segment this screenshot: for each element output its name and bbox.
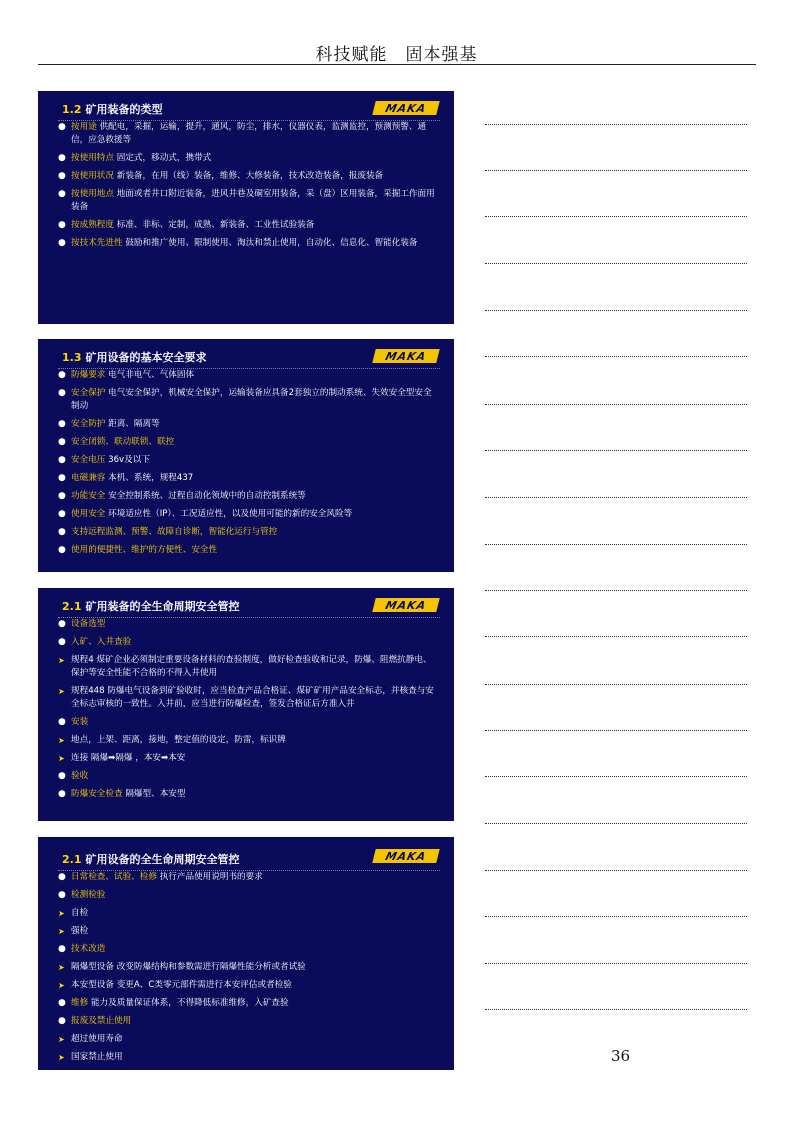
slide-item-list — [58, 618, 440, 801]
item-text: 电气安全保护，机械安全保护，运输装备应具备2套独立的制动系统、失效安全型安全制动 — [71, 388, 432, 411]
item-text: 执行产品使用说明书的要求 — [159, 872, 263, 882]
bullet-item — [58, 121, 440, 147]
bullet-item — [58, 997, 440, 1010]
item-key: 安全闭锁、联动联锁、联控 — [71, 437, 175, 447]
item-text: 规程4 煤矿企业必须制定重要设备材料的查验制度，做好检查验收和记录，防爆、阻燃抗静电、保护等安全性能不合格的不得入井使用 — [71, 655, 432, 678]
bullet-item — [58, 526, 440, 539]
item-key: 按用途 — [71, 122, 97, 132]
item-text: 地点，上架、距离，接地，整定值的设定，防雷，标识牌 — [71, 735, 286, 745]
item-text: 强检 — [71, 926, 89, 936]
item-text: 环境适应性（IP）、工况适应性，以及使用可能的新的安全风险等 — [108, 509, 353, 519]
bullet-item — [58, 454, 440, 467]
sub-item — [58, 979, 440, 992]
item-key: 防爆要求 — [71, 370, 106, 380]
item-text: 固定式，移动式，携带式 — [116, 153, 212, 163]
item-key: 功能安全 — [71, 491, 106, 501]
slide-title: 2.1 矿用设备的全生命周期安全管控 — [62, 853, 240, 866]
sub-item — [58, 685, 440, 711]
sub-item — [58, 961, 440, 974]
slide-equipment-types — [38, 91, 454, 324]
bullet-item — [58, 219, 440, 232]
bullet-item — [58, 188, 440, 214]
item-text: 地面或者井口附近装备，进风井巷及硐室用装备，采（盘）区用装备，采掘工作面用装备 — [71, 189, 435, 212]
item-key: 报废及禁止使用 — [71, 1016, 132, 1026]
bullet-item — [58, 490, 440, 503]
item-key: 按使用地点 — [71, 189, 114, 199]
item-text: 安全控制系统、过程自动化领域中的自动控制系统等 — [108, 491, 306, 501]
item-key: 日常检查、试验、检修 — [71, 872, 157, 882]
item-text: 距离、隔离等 — [108, 419, 160, 429]
sub-item — [58, 925, 440, 938]
slide-safety-requirements — [38, 339, 454, 572]
item-text: 标准、非标、定制，成熟、新装备、工业性试验装备 — [116, 220, 315, 230]
bullet-item — [58, 387, 440, 413]
item-text: 连接 隔爆➡隔爆 ，本安➡本安 — [71, 753, 186, 763]
bullet-item — [58, 170, 440, 183]
bullet-item — [58, 418, 440, 431]
item-text: 规程448 防爆电气设备到矿验收时，应当检查产品合格证、煤矿矿用产品安全标志，并核查与安全标志审核的一致性。入井前，应当进行防爆检查，签发合格证后方准入井 — [71, 686, 434, 709]
item-key: 验收 — [71, 771, 89, 781]
bullet-item — [58, 788, 440, 801]
item-key: 安全防护 — [71, 419, 106, 429]
item-text: 36v及以下 — [108, 455, 150, 465]
bullet-item — [58, 716, 440, 729]
item-text: 新装备，在用（线）装备，维修、大修装备，技术改造装备，报废装备 — [116, 171, 384, 181]
sub-item — [58, 1033, 440, 1046]
sub-item — [58, 752, 440, 765]
item-text: 自检 — [71, 908, 89, 918]
slide-title: 1.3 矿用设备的基本安全要求 — [62, 351, 207, 364]
sub-item — [58, 1051, 440, 1064]
item-text: 能力及质量保证体系，不得降低标准维修，入矿查验 — [90, 998, 289, 1008]
bullet-item — [58, 544, 440, 557]
item-key: 按使用特点 — [71, 153, 114, 163]
page-number: 36 — [611, 1047, 631, 1065]
item-key: 支持远程监测、预警、故障自诊断，智能化运行与管控 — [71, 527, 278, 537]
slide-item-list — [58, 871, 440, 1064]
sub-item — [58, 654, 440, 680]
item-text: 电气非电气、气体固体 — [108, 370, 195, 380]
item-key: 使用安全 — [71, 509, 106, 519]
bullet-item — [58, 237, 440, 250]
bullet-item — [58, 472, 440, 485]
slide-item-list — [58, 369, 440, 557]
bullet-item — [58, 770, 440, 783]
item-key: 按使用状况 — [71, 171, 114, 181]
page-header-title: 科技赋能 固本强基 — [315, 45, 478, 65]
maka-logo: MAKA — [372, 101, 439, 115]
bullet-item — [58, 943, 440, 956]
bullet-item — [58, 508, 440, 521]
item-key: 设备选型 — [71, 619, 106, 629]
item-text: 隔爆型设备 改变防爆结构和参数需进行隔爆性能分析或者试验 — [71, 962, 306, 972]
item-key: 入矿、入井查验 — [71, 637, 132, 647]
bullet-item — [58, 889, 440, 902]
bullet-item — [58, 636, 440, 649]
bullet-item — [58, 1015, 440, 1028]
item-key: 检测检验 — [71, 890, 106, 900]
item-key: 安全电压 — [71, 455, 106, 465]
maka-logo: MAKA — [372, 849, 439, 863]
maka-logo: MAKA — [372, 349, 439, 363]
header-divider — [38, 64, 756, 65]
slide-lifecycle-control-1 — [38, 588, 454, 821]
item-text: 本安型设备 变更A、C类零元部件需进行本安评估或者检验 — [71, 980, 292, 990]
item-key: 安全保护 — [71, 388, 106, 398]
sub-item — [58, 907, 440, 920]
item-key: 维修 — [71, 998, 89, 1008]
item-key: 防爆安全检查 — [71, 789, 123, 799]
slide-title: 1.2 矿用装备的类型 — [62, 103, 163, 116]
bullet-item — [58, 436, 440, 449]
maka-logo: MAKA — [372, 598, 439, 612]
bullet-item — [58, 152, 440, 165]
item-text: 国家禁止使用 — [71, 1052, 123, 1062]
item-key: 技术改造 — [71, 944, 106, 954]
bullet-item — [58, 369, 440, 382]
slide-item-list — [58, 121, 440, 250]
slide-title: 2.1 矿用装备的全生命周期安全管控 — [62, 600, 240, 613]
item-text: 本机、系统，规程437 — [108, 473, 194, 483]
item-key: 按技术先进性 — [71, 238, 123, 248]
item-key: 按成熟程度 — [71, 220, 114, 230]
bullet-item — [58, 871, 440, 884]
item-text: 超过使用寿命 — [71, 1034, 123, 1044]
item-key: 电磁兼容 — [71, 473, 106, 483]
item-text: 供配电，采掘，运输，提升，通风，防尘，排水，仪器仪表，监测监控，预测预警、通信，应急救援等 — [71, 122, 427, 145]
item-key: 使用的便捷性、维护的方便性、安全性 — [71, 545, 218, 555]
slide-lifecycle-control-2 — [38, 837, 454, 1070]
item-text: 隔爆型、本安型 — [125, 789, 186, 799]
item-text: 鼓励和推广使用、限制使用、淘汰和禁止使用，自动化、信息化、智能化装备 — [125, 238, 418, 248]
sub-item — [58, 734, 440, 747]
bullet-item — [58, 618, 440, 631]
item-key: 安装 — [71, 717, 89, 727]
